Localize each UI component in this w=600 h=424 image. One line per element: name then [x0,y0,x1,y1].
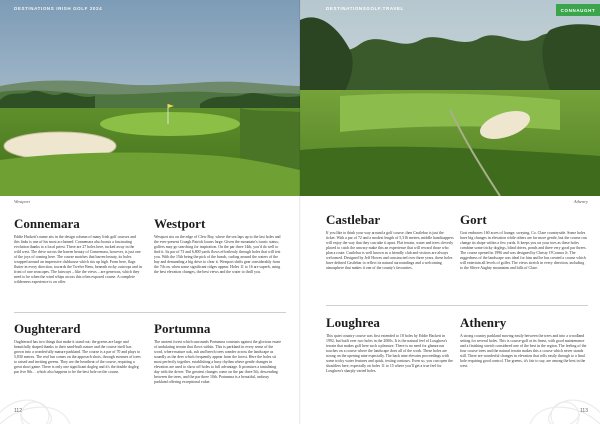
right-header [300,0,600,20]
page-number: 112 [14,408,22,414]
article-title: Loughrea [326,315,380,330]
article-loughrea [326,316,454,374]
right-photo-caption: Athenry [573,199,588,204]
athenry-golf-photo [300,0,600,196]
article-body: Gort embraces 160 acres of lounge, swaying, Co. Clare countryside. Some holes have big changes in elevation while others are far more gentle, but the course can change its shape within a few yards. It keeps you on your toes as these holes combine some tricky doglegs, blind drives, ponds and three very good par threes. The course opened in 1996 and was designed by Christy O'Connor Jr. The ruggedness of the landscape was ideal for him and he has created a course which will entertain all levels of golfer. The views stretch in every direction, including to the Slieve Aughty mountains and hills of Clare. [460,231,587,270]
article-connemara [14,217,142,285]
article-title: Oughterard [14,321,81,336]
article-body: Eddie Hackett's name sits in the design column of many Irish golf courses and this links is one of his most acclaimed. Connemara also boasts a fascinating evolution thanks to a local priest. There are 27 holes here, tucked away in the wild west. The drive across the barren beauty of Connemara, however, is just one of the joys of coming here. The course matches that barren beauty, its holes wrapped around an impressive clubhouse which sits up high. From here, flags flutter in every direction, towards the Twelve Bens, beneath rocky outcrops and in front of rare seascapes. The fairways – like the views – are generous, which they need to be when the wind whips across this often exposed course. A complete wilderness experience is on offer. [14,235,142,284]
region-tag: CONNAUGHT [556,4,600,16]
page-number: 113 [580,408,588,414]
spine-gutter [299,0,301,424]
westport-golf-photo [0,0,300,196]
left-photo-caption: Westport [14,199,30,204]
section-divider [326,305,588,306]
publication-title: DESTINATIONS IRISH GOLF 2024 [14,6,103,11]
article-gort [460,213,588,271]
article-body: Oughterard has two things that make it stand out: the greens are large and beautifully shaped thanks to their sand-built nature and the course itself has grown into a wonderfully mature parkland. The course is a par of 70 and plays to 5,830 metres. The real fun comes on the approach shots, through avenues of trees to raised and inviting greens. They are the heartbeat of the course, requiring a great short game. There is only one significant dogleg and it's the double dogleg par five 8th… which also happens to be the best hole on the course. [14,340,141,374]
website-title: DESTINATIONSGOLF.TRAVEL [326,6,404,11]
article-westport [154,217,282,275]
left-header [0,0,300,20]
article-title: Castlebar [326,212,381,227]
article-castlebar [326,213,454,271]
article-body: A strong country parkland moving easily between the trees and into a woodland setting for several holes. This is course-golf at its finest, with good maintenance and a finishing stretch considered one of the best in the region. The feeling of the four course trees and the natural terrain makes this a course which never stands still. There are wonderful changes in elevation that rolls easily through to a final hole requiring good control. The greens, it's fair to say, are among the best in the west. [460,334,587,368]
article-body: This quiet country course was first extended to 18 holes by Eddie Hackett in 1992, but built over two holes in the 2000s. It is the natural feel of Loughrea's terrain that makes golf here such a pleasure. There is no need for glamorous touches on a course where the landscape does all of the work. These holes are strong on the opening nine especially. The back nine elevates proceedings with some tricky water features and quick, testing contours. Even so, you can open the shoulders here, especially on holes 11 to 15 where you'll get a true feel for Loughrea's sharply varied holes. [326,334,453,373]
article-title: Athenry [460,315,507,330]
right-page [300,0,600,424]
article-portumna [154,322,282,385]
article-title: Connemara [14,216,80,231]
article-body: Westport sits on the edge of Clew Bay, where the sea laps up to the last holes and the ever-present Croagh Patrick looms large. Given the mountain's iconic status, golfers may go searching for inspiration. On the par three 14th, you'd do well to find it. Its par of 73 and 6,800 yards flows effortlessly through holes that will test you. With the 15th being the pick of the bunch, curling around the waters of the bay and demanding a big drive to clear it. Westport shifts gear considerably from the 7th on, when some significant ridges appear. Holes 11 to 16 are superb, using the best elevation changes, the best views and the water to thrill you. [154,235,281,274]
article-title: Portumna [154,321,211,336]
article-body: The ancient forest which surrounds Portumna contrasts against the glorious estate of undulating terrain that flows within. This is parkland in every sense of the word, where mature oak, ash and beech trees wander across the landscape as soundly as the deer which frequently appear from the forest. Here the holes sit most perfectly together, establishing a busy rhythm where gentle changes in elevation are used to show off holes to full advantage. It promises a tantalising day with the driver. The greatest changes come on the par three 5th, descending between the trees, and the par three 10th. Portumna is a beautiful, unfussy parkland offering exceptional value. [154,340,282,384]
article-title: Westport [154,216,206,231]
article-title: Gort [460,212,487,227]
section-divider [14,312,286,313]
article-body: If you like to think your way around a golf course, then Castlebar is just the ticket. With a par of 72 and a modest length of 5,316 metres, middle handicappers will enjoy the way that they can take it apart. Flat terrain, water and trees cleverly placed to catch the unwary make this an experience that will reward those who plan a route. Castlebar is well known as a friendly club and visitors are always welcomed. Designed by Jeff Howes and constructed over three years, these holes have defined Castlebar to reflect its natural surroundings and a welcoming atmosphere that makes it one of the county's favourites. [326,231,454,270]
